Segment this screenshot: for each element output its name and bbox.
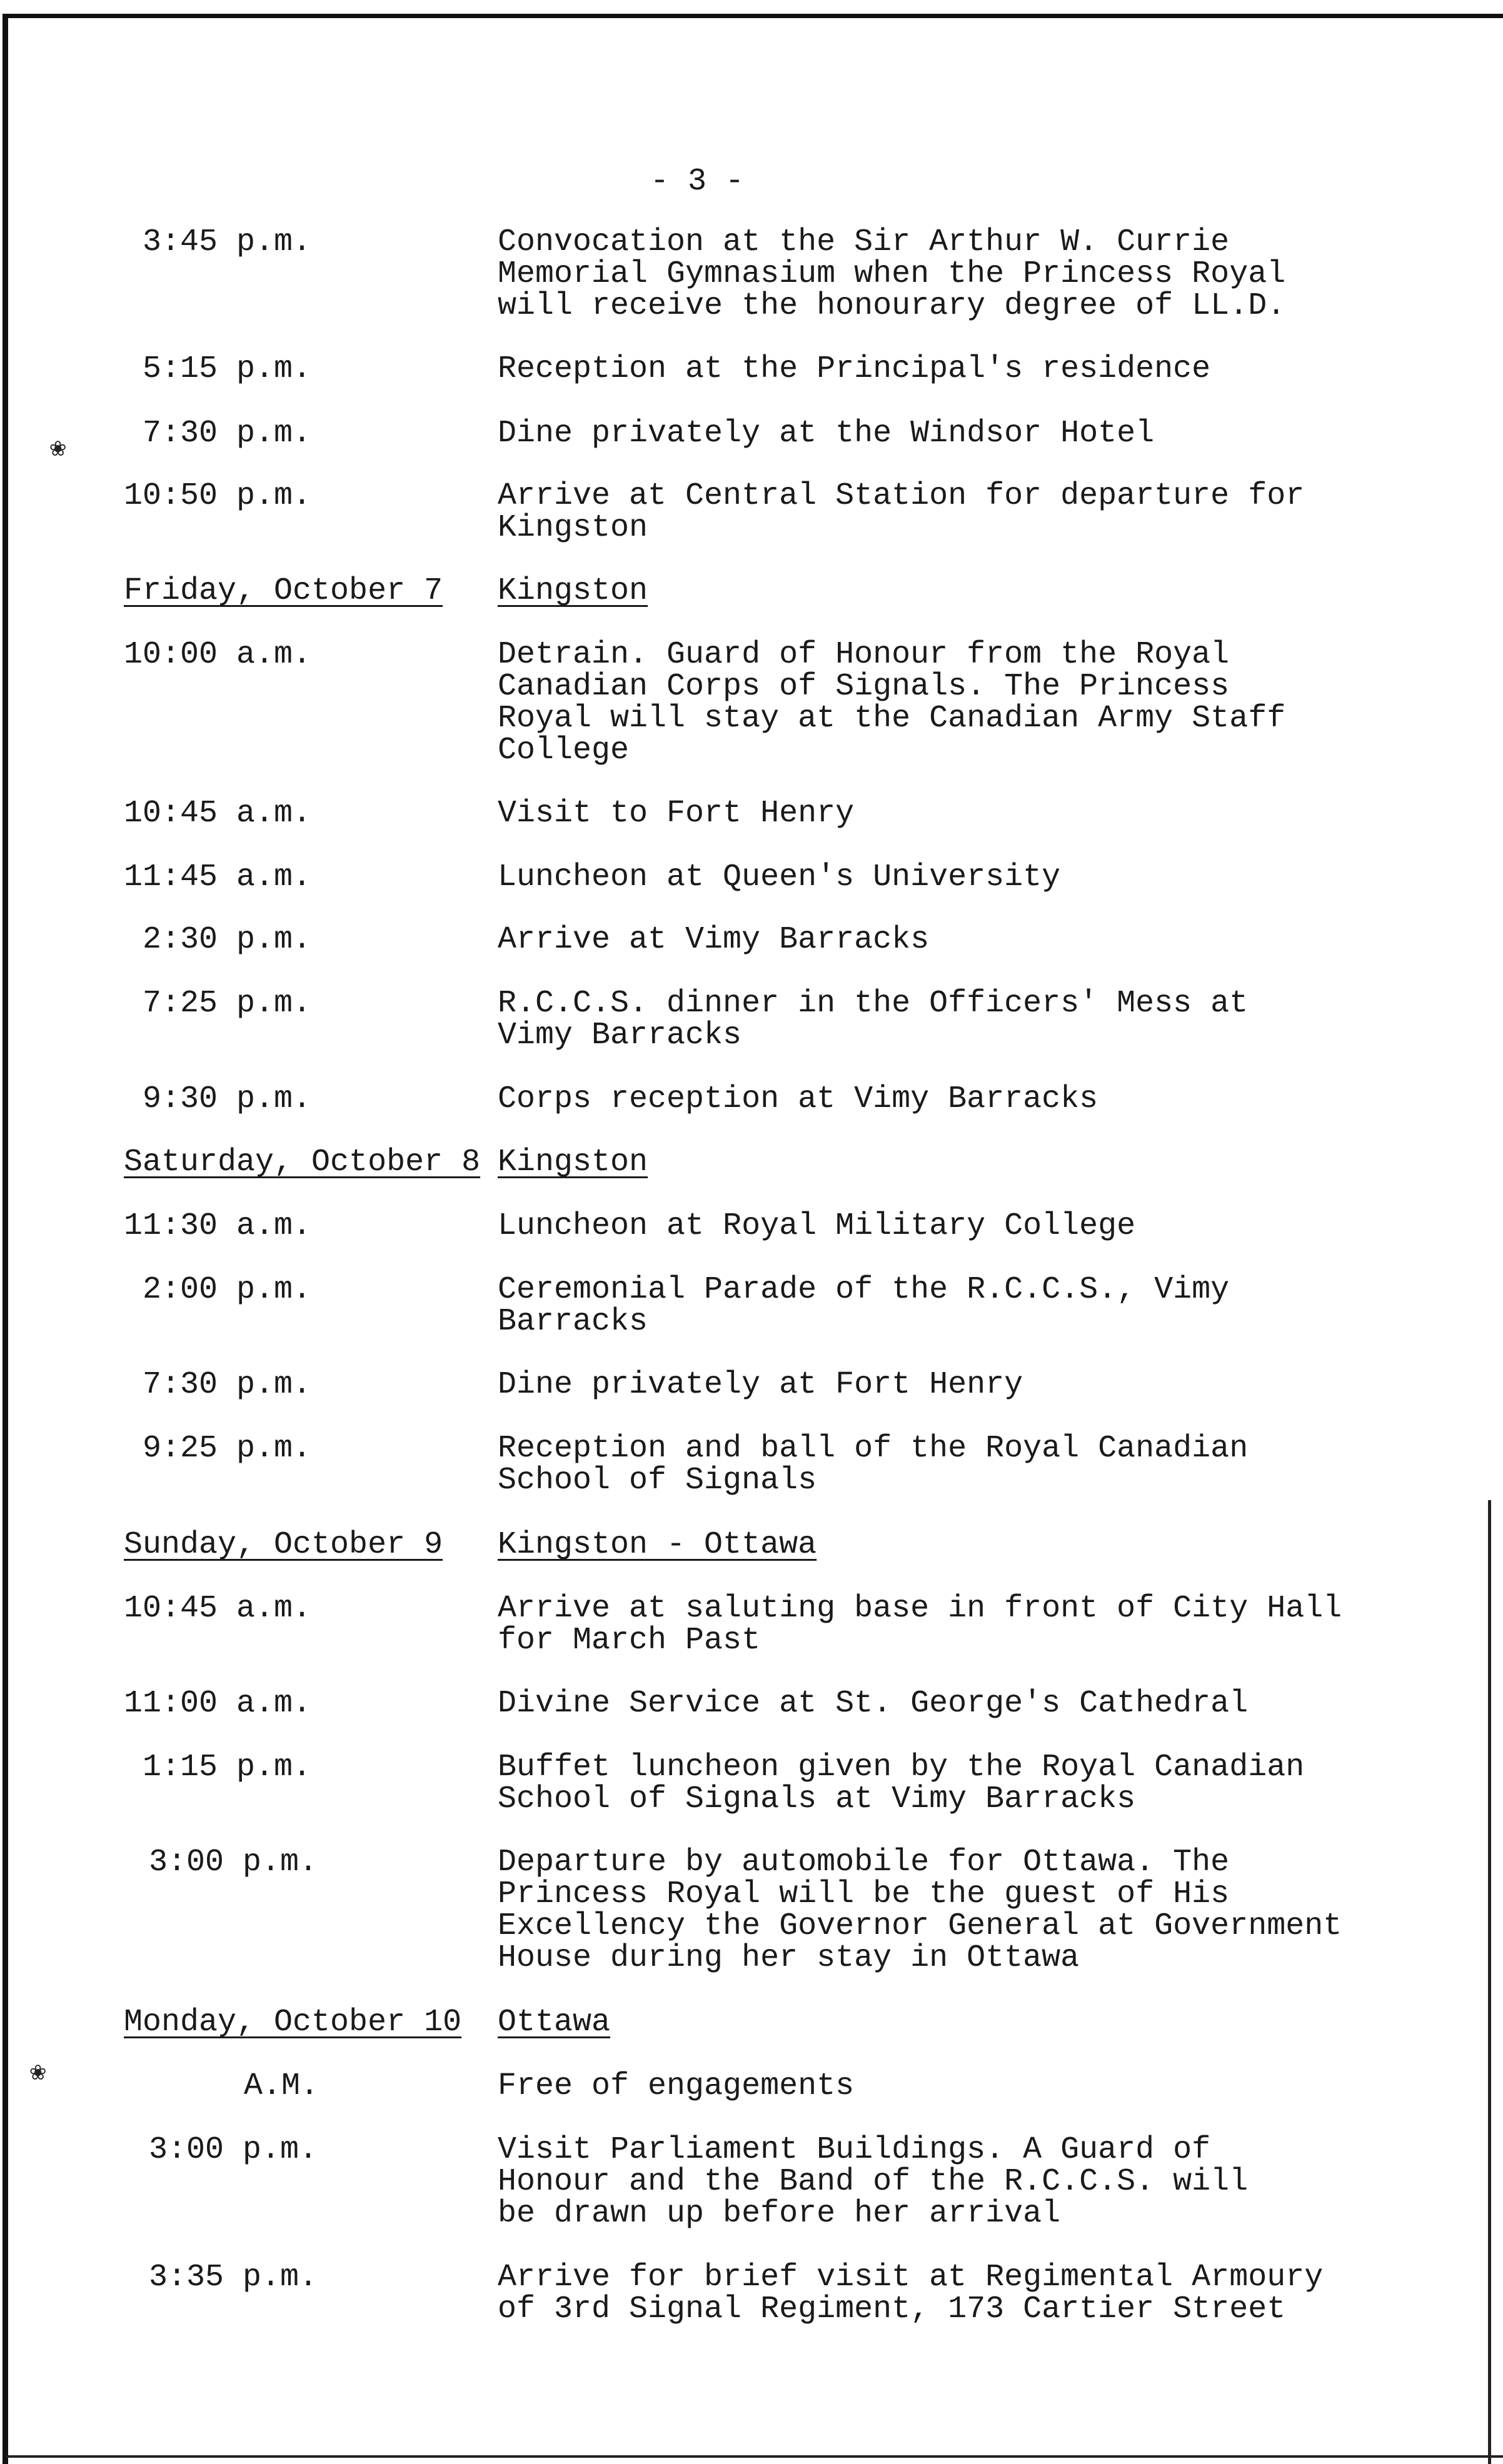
day-date: Friday, October 7	[124, 573, 443, 609]
entry-description: Arrive at saluting base in front of City Hall for March Past	[498, 1591, 1342, 1658]
entry-time: 3:35 p.m.	[149, 2260, 318, 2295]
entry-description: Buffet luncheon given by the Royal Canadian School of Signals at Vimy Barracks	[498, 1750, 1305, 1817]
entry-time: 1:15 p.m.	[143, 1750, 312, 1785]
entry-description: Dine privately at Fort Henry	[498, 1367, 1023, 1403]
entry-time: 7:25 p.m.	[143, 986, 312, 1021]
day-date: Saturday, October 8	[124, 1144, 481, 1180]
entry-time: 7:30 p.m.	[143, 416, 312, 451]
day-location: Kingston	[498, 1144, 648, 1180]
page-border-bottom	[6, 2455, 1503, 2458]
entry-description: Ceremonial Parade of the R.C.C.S., Vimy Barracks	[498, 1272, 1230, 1340]
entry-description: Arrive at Vimy Barracks	[498, 922, 930, 958]
day-location: Kingston - Ottawa	[498, 1527, 817, 1563]
entry-description: Detrain. Guard of Honour from the Royal Canadian Corps of Signals. The Princess Royal will stay at the Canadian Army Staff College	[498, 637, 1286, 768]
entry-time: 10:45 a.m.	[124, 796, 312, 831]
punch-hole-mark-icon: ❀	[50, 434, 66, 464]
entry-description: Dine privately at the Windsor Hotel	[498, 416, 1155, 451]
entry-time: 7:30 p.m.	[143, 1367, 312, 1403]
entry-description: Corps reception at Vimy Barracks	[498, 1081, 1098, 1117]
entry-description: Departure by automobile for Ottawa. The Princess Royal will be the guest of His Excellency the Governor General at Government House during her stay in Ottawa	[498, 1845, 1342, 1976]
entry-time: 10:50 p.m.	[124, 478, 312, 514]
entry-description: Free of engagements	[498, 2068, 855, 2104]
entry-time: 2:30 p.m.	[143, 922, 312, 958]
page-border-top	[6, 14, 1503, 18]
entry-description: Reception at the Principal's residence	[498, 351, 1211, 387]
entry-description: R.C.C.S. dinner in the Officers' Mess at Vimy Barracks	[498, 986, 1249, 1053]
page-border-right	[1488, 1500, 1491, 2464]
entry-time: 10:45 a.m.	[124, 1591, 312, 1626]
entry-time: 11:45 a.m.	[124, 859, 312, 895]
entry-time: 2:00 p.m.	[143, 1272, 312, 1308]
entry-time: 5:15 p.m.	[143, 351, 312, 387]
entry-description: Convocation at the Sir Arthur W. Currie Memorial Gymnasium when the Princess Royal will receive the honourary degree of LL.D.	[498, 224, 1286, 324]
entry-description: Luncheon at Royal Military College	[498, 1208, 1136, 1244]
entry-time: 3:45 p.m.	[143, 224, 312, 260]
entry-description: Divine Service at St. George's Cathedral	[498, 1686, 1249, 1721]
entry-time: 9:30 p.m.	[143, 1081, 312, 1117]
punch-hole-mark-icon: ❀	[30, 2058, 46, 2088]
entry-time: 3:00 p.m.	[149, 1845, 318, 1880]
entry-description: Arrive at Central Station for departure for Kingston	[498, 478, 1305, 546]
entry-time: 9:25 p.m.	[143, 1431, 312, 1466]
page-number: - 3 -	[650, 164, 745, 199]
day-date: Sunday, October 9	[124, 1527, 443, 1563]
entry-time: 11:30 a.m.	[124, 1208, 312, 1244]
entry-time: 3:00 p.m.	[149, 2132, 318, 2168]
entry-time: 11:00 a.m.	[124, 1686, 312, 1721]
page-border-left	[3, 14, 8, 2464]
entry-description: Luncheon at Queen's University	[498, 859, 1061, 895]
entry-description: Reception and ball of the Royal Canadian School of Signals	[498, 1431, 1249, 1498]
entry-time: 10:00 a.m.	[124, 637, 312, 673]
day-location: Kingston	[498, 573, 648, 609]
entry-description: Visit to Fort Henry	[498, 796, 855, 831]
day-date: Monday, October 10	[124, 2005, 462, 2040]
entry-time: A.M.	[244, 2068, 319, 2104]
day-location: Ottawa	[498, 2005, 611, 2040]
entry-description: Visit Parliament Buildings. A Guard of Honour and the Band of the R.C.C.S. will be drawn up before her arrival	[498, 2132, 1249, 2231]
entry-description: Arrive for brief visit at Regimental Armoury of 3rd Signal Regiment, 173 Cartier Street	[498, 2260, 1324, 2327]
